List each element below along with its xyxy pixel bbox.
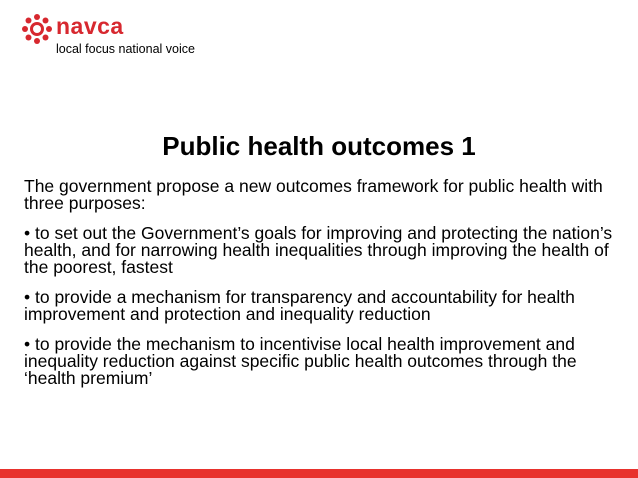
bullet-item: • to provide the mechanism to incentivise local health improvement and inequality reduction against specific public health outcomes through the ‘health premium’	[24, 334, 577, 388]
slide-body	[24, 178, 624, 400]
intro-text: The government propose a new outcomes framework for public health with three purposes:	[24, 176, 603, 213]
logo-name: navca	[56, 13, 124, 39]
bullet-item: • to set out the Government’s goals for improving and protecting the nation’s health, and for narrowing health inequalities through improving the health of the poorest, fastest	[24, 223, 613, 277]
slide-title: Public health outcomes 1	[162, 131, 476, 161]
navca-star-icon	[22, 14, 52, 44]
logo-tagline: local focus national voice	[56, 42, 195, 56]
bullet-item: • to provide a mechanism for transparency and accountability for health improvement and protection and inequality reduction	[24, 287, 575, 324]
footer-bar	[0, 469, 638, 478]
